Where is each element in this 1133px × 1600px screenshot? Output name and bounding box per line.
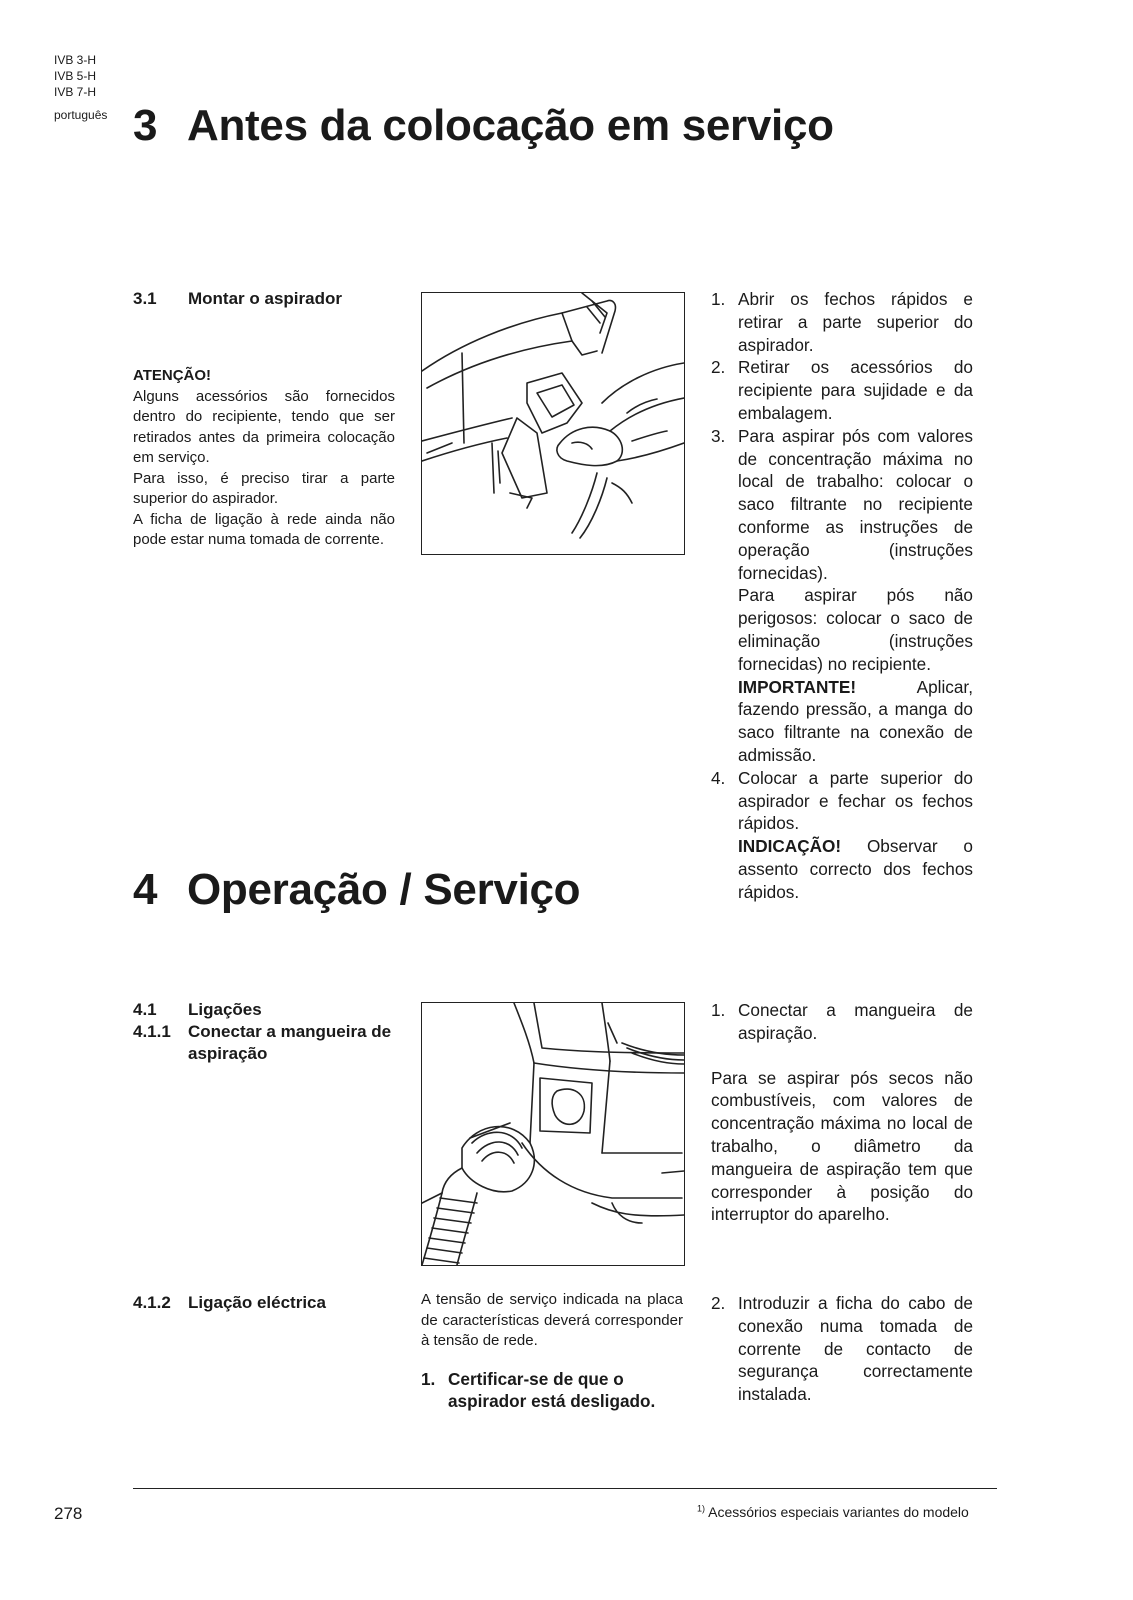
step-number: 2. [711, 357, 726, 378]
model-list [54, 52, 96, 100]
section-title: Ligações [188, 1000, 262, 1019]
section-4-1-1-text [711, 999, 973, 1226]
list-item [711, 288, 973, 356]
voltage-note: A tensão de serviço indicada na placa de características deverá corresponder à tensão de rede. [421, 1291, 683, 1349]
latch-drawing [422, 293, 684, 554]
section-4-1-2-middle [421, 1290, 683, 1413]
chapter-title-text: Antes da colocação em serviço [187, 101, 834, 150]
list-item [711, 425, 973, 767]
section-number: 4.1 [133, 1000, 157, 1019]
important-note [738, 676, 973, 767]
step-extra-text: Para aspirar pós não perigosos: colocar o saco de eliminação (instruções fornecidas) no recipiente. [738, 585, 973, 674]
step-text: Colocar a parte superior do aspirador e fechar os fechos rápidos. [738, 767, 973, 834]
subsection-title: Conectar a mangueira de aspiração [188, 1022, 392, 1063]
section-title: Montar o aspirador [188, 289, 342, 308]
model-name: IVB 5-H [54, 69, 97, 83]
step-number: 2. [711, 1293, 726, 1313]
list-item [711, 356, 973, 424]
note-label: IMPORTANTE! [738, 676, 857, 697]
page-number: 278 [54, 1504, 83, 1523]
list-item [421, 1368, 683, 1414]
step-number: 4. [711, 767, 726, 788]
info-paragraph: Para se aspirar pós secos não combustíveis, com valores de concentração máxima no local de trabalho, o diâmetro da mangueira de aspiração tem que corresponder à posição do interruptor do aparelho. [711, 1067, 973, 1225]
section-number: 3.1 [133, 289, 157, 308]
chapter-4-title [133, 864, 580, 916]
warning-paragraph: A ficha de ligação à rede ainda não pode estar numa tomada de corrente. [133, 510, 395, 548]
footer-divider [133, 1488, 997, 1489]
latch-illustration [421, 292, 685, 555]
step-text: Introduzir a ficha do cabo de conexão numa tomada de corrente de contacto de segurança correctamente instalada. [738, 1293, 973, 1405]
step-text: Conectar a mangueira de aspiração. [738, 1000, 973, 1043]
indication-note [738, 835, 973, 903]
model-name: IVB 3-H [54, 53, 97, 67]
chapter-number: 4 [133, 865, 158, 914]
chapter-number: 3 [133, 101, 158, 150]
section-title: Ligação eléctrica [188, 1293, 326, 1312]
step-text: Para aspirar pós com valores de concentração máxima no local de trabalho: colocar o saco filtrante no recipiente conforme as instruções de operação (instruções fornecidas). [738, 425, 973, 583]
section-number: 4.1.2 [133, 1293, 171, 1312]
hose-illustration [421, 1002, 685, 1266]
section-3-1-heading [133, 288, 342, 310]
section-3-1-steps [711, 288, 973, 904]
list-item [711, 1292, 973, 1406]
step-text: Retirar os acessórios do recipiente para sujidade e da embalagem. [738, 357, 973, 423]
note-label: INDICAÇÃO! [738, 836, 842, 857]
section-4-1-heading [133, 999, 393, 1065]
warning-paragraph: Alguns acessórios são fornecidos dentro do recipiente, tendo que ser retirados antes da primeira colocação em serviço. [133, 387, 395, 466]
subsection-number: 4.1.1 [133, 1022, 171, 1041]
chapter-3-title [133, 100, 834, 152]
section-4-1-2-right [711, 1292, 973, 1406]
step-number: 1. [711, 289, 726, 309]
step-text: Certificar-se de que o aspirador está desligado. [448, 1368, 656, 1412]
model-name: IVB 7-H [54, 85, 97, 99]
footnote-mark: 1) [697, 1503, 706, 1514]
note-text: Aplicar, fazendo pressão, a manga do saco filtrante na conexão de admissão. [738, 676, 973, 765]
list-item [711, 767, 973, 904]
step-number: 1. [711, 1000, 726, 1020]
warning-block [133, 366, 395, 551]
language-label: português [54, 108, 108, 122]
section-4-1-2-heading [133, 1292, 326, 1314]
list-item [711, 999, 973, 1045]
hose-drawing [422, 1003, 684, 1265]
step-text: Abrir os fechos rápidos e retirar a parte superior do aspirador. [738, 289, 973, 355]
warning-title: ATENÇÃO! [133, 367, 212, 384]
step-number: 3. [711, 425, 726, 446]
chapter-title-text: Operação / Serviço [187, 865, 581, 914]
footnote-text: Acessórios especiais variantes do modelo [708, 1504, 969, 1520]
note-text: Observar o assento correcto dos fechos rápidos. [738, 836, 973, 902]
step-number: 1. [421, 1368, 436, 1389]
warning-paragraph: Para isso, é preciso tirar a parte superior do aspirador. [133, 469, 395, 507]
footnote [697, 1504, 969, 1520]
